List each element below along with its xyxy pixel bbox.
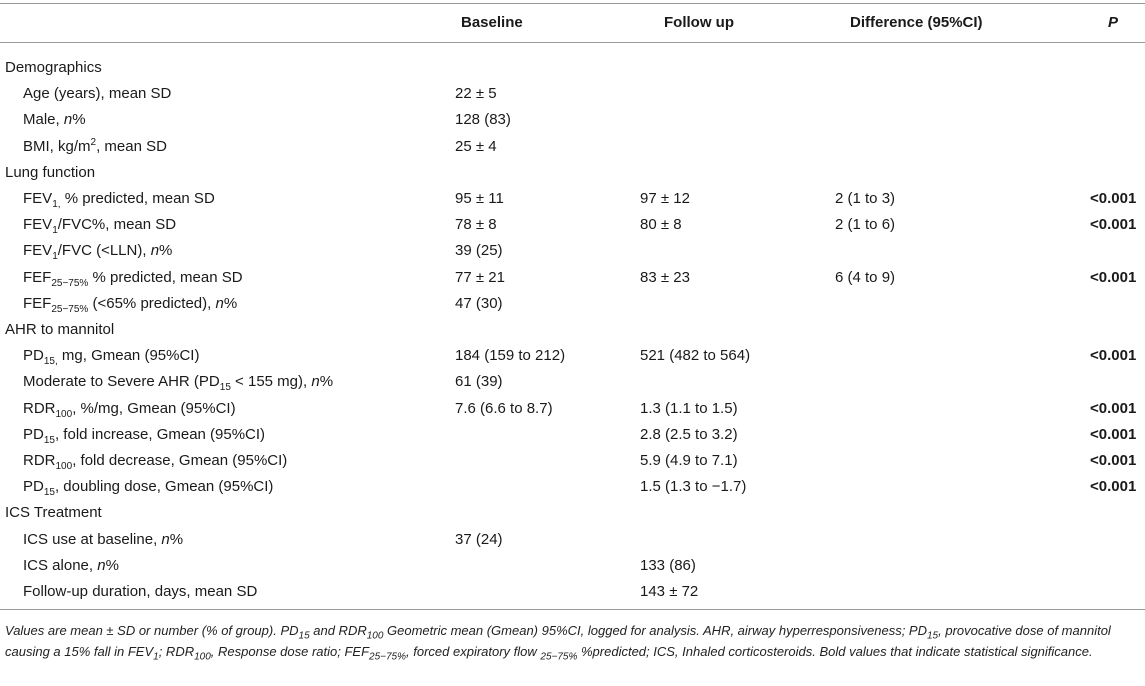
row-label: $FEV_1/FVC\%$, mean SD — [23, 216, 177, 237]
table-row — [0, 81, 1145, 107]
baseline-cell: 22 ± 5 — [455, 85, 497, 103]
section-label: ICS Treatment — [5, 504, 102, 522]
table-row — [0, 134, 1145, 160]
row-label: ICS alone, n% — [23, 556, 119, 574]
table-row — [0, 422, 1145, 448]
difference-cell: 2 (1 to 6) — [835, 216, 896, 234]
bottom-rule — [0, 609, 1145, 610]
follow-up-cell: 133 (86) — [640, 556, 696, 574]
table-row — [0, 527, 1145, 553]
follow-up-cell: 83 ± 23 — [640, 268, 690, 286]
row-label: $RDR_{100}$, %/mg, Gmean (95%CI) — [23, 399, 236, 420]
baseline-cell: 47 (30) — [455, 294, 503, 312]
row-label: ICS use at baseline, n% — [23, 530, 184, 548]
row-label: BMI, $kg/m^2$, mean SD — [23, 136, 167, 155]
header-rule — [0, 42, 1145, 43]
section-row — [0, 160, 1145, 186]
section-label: Lung function — [5, 163, 96, 181]
baseline-cell: 37 (24) — [455, 530, 503, 548]
row-label: Male, n% — [23, 111, 86, 129]
row-label: $PD_{15}$, fold increase, Gmean (95%CI) — [23, 425, 266, 446]
table-row — [0, 474, 1145, 500]
header-baseline: Baseline — [461, 14, 523, 31]
top-rule — [0, 3, 1145, 4]
section-label: Demographics — [5, 59, 102, 76]
baseline-cell: 39 (25) — [455, 242, 503, 260]
table-row — [0, 553, 1145, 579]
baseline-cell: 7.6 (6.6 to 8.7) — [455, 399, 553, 417]
table-row — [0, 579, 1145, 605]
table-row — [0, 396, 1145, 422]
follow-up-cell: 80 ± 8 — [640, 216, 682, 234]
follow-up-cell: 2.8 (2.5 to 3.2) — [640, 425, 738, 443]
baseline-cell: 77 ± 21 — [455, 268, 505, 286]
p-value-cell: <0.001 — [1090, 268, 1137, 286]
difference-cell: 2 (1 to 3) — [835, 190, 896, 207]
table-row — [0, 369, 1145, 395]
table-footnote: Values are mean ± SD or number (% of group). $PD_{15}$ and $RDR_{100}$ Geometric mean (Gmean) 95%CI, logged for analysis. AHR, airway hyperresponsiveness; $PD_{15}$, provocative dose of mannitol causing a 15% fall in $FEV_1$; $RDR_{100}$, Response dose ratio; $FEF_{25-75\%}$, forced expiratory flow $_{25-75\%}$ %predicted; ICS, Inhaled corticosteroids. Bold values that indicate statistical significance. — [5, 623, 1111, 663]
follow-up-cell: 1.3 (1.1 to 1.5) — [640, 399, 738, 417]
p-value-cell: <0.001 — [1090, 478, 1137, 496]
section-row — [0, 500, 1145, 526]
p-value-cell: <0.001 — [1090, 399, 1137, 417]
table-row — [0, 343, 1145, 369]
p-value-cell: <0.001 — [1090, 190, 1137, 207]
table-row — [0, 265, 1145, 291]
p-value-cell: <0.001 — [1090, 216, 1137, 234]
table-row — [0, 291, 1145, 317]
row-label: $PD_{15,}$ mg, Gmean (95%CI) — [23, 347, 200, 368]
p-value-cell: <0.001 — [1090, 425, 1137, 443]
header-follow-up: Follow up — [664, 14, 734, 31]
p-value-cell: <0.001 — [1090, 347, 1137, 365]
row-label: $FEF_{25-75\%}$ (<65% predicted), n% — [23, 294, 238, 315]
p-value-cell: <0.001 — [1090, 452, 1137, 469]
header-p-value: P — [1108, 14, 1119, 31]
row-label: $FEV_{1,}$ % predicted, mean SD — [23, 190, 215, 210]
row-label: $FEF_{25-75\%}$ % predicted, mean SD — [23, 268, 243, 289]
row-label: Moderate to Severe AHR ($PD_{15} < 155$ mg), n% — [23, 373, 334, 394]
row-label: $FEV_1$/FVC (<LLN), n% — [23, 242, 173, 263]
table-row — [0, 212, 1145, 238]
baseline-cell: 78 ± 8 — [455, 216, 497, 234]
table-row — [0, 448, 1145, 474]
section-label: AHR to mannitol — [5, 321, 115, 338]
header-difference: Difference (95%CI) — [850, 14, 983, 31]
baseline-cell: 184 (159 to 212) — [455, 347, 566, 365]
follow-up-cell: 521 (482 to 564) — [640, 347, 751, 365]
table-row — [0, 186, 1145, 212]
baseline-cell: 61 (39) — [455, 373, 503, 391]
row-label: Follow-up duration, days, mean SD — [23, 583, 258, 600]
table-row — [0, 238, 1145, 264]
row-label: $PD_{15}$, doubling dose, Gmean (95%CI) — [23, 478, 274, 499]
section-row — [0, 317, 1145, 343]
baseline-cell: 95 ± 11 — [455, 190, 504, 207]
section-row — [0, 55, 1145, 81]
follow-up-cell: 143 ± 72 — [640, 583, 699, 600]
row-label: Age (years), mean SD — [23, 85, 172, 103]
difference-cell: 6 (4 to 9) — [835, 268, 896, 286]
row-label: $RDR_{100}$, fold decrease, Gmean (95%CI) — [23, 452, 288, 472]
follow-up-cell: 1.5 (1.3 to −1.7) — [640, 478, 747, 496]
follow-up-cell: 97 ± 12 — [640, 190, 690, 207]
follow-up-cell: 5.9 (4.9 to 7.1) — [640, 452, 738, 469]
table-row — [0, 107, 1145, 133]
baseline-cell: 128 (83) — [455, 111, 511, 129]
baseline-cell: 25 ± 4 — [455, 137, 497, 155]
